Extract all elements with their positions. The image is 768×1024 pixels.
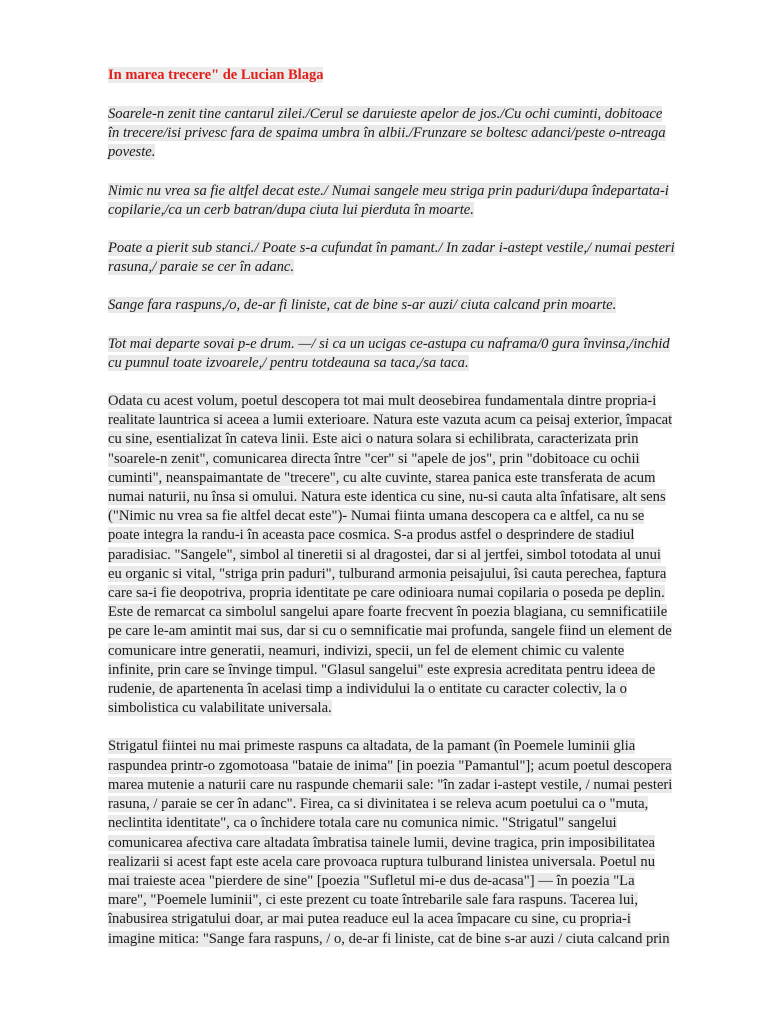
- commentary-paragraph-line-text: neclintita identitate", ca o închidere totala care nu comunica nimic. "Strigatul" sangelui: [108, 815, 617, 832]
- commentary-paragraph-line: [108, 430, 714, 449]
- commentary-paragraph-line-text: mai traieste acea "pierdere de sine" [poezia "Sufletul mi-e dus de-acasa"] — în poezia "La: [108, 872, 635, 889]
- commentary-paragraph-line: [108, 584, 714, 603]
- commentary-paragraph-line-text: cuminti", neanspaimantate de "trecere", cu alte cuvinte, starea panica este transferata de acum: [108, 469, 656, 486]
- poem-stanza-line-text: poveste.: [108, 144, 156, 161]
- commentary-paragraph: [108, 737, 714, 948]
- commentary-paragraph-line-text: mare", "Poemele luminii", ci este prezent cu toate întrebarile sale fara raspuns. Tacerea lui,: [108, 892, 638, 909]
- commentary-paragraph-line: [108, 930, 714, 949]
- poem-stanza-line-text: Poate a pierit sub stanci./ Poate s-a cufundat în pamant./ In zadar i-astept vestile,/ numai pesteri: [108, 240, 675, 257]
- commentary-paragraph-line: [108, 795, 714, 814]
- commentary-paragraph-line-text: cu sine, esentializat în cateva linii. Este aici o natura solara si echilibrata, caracterizata prin: [108, 431, 639, 448]
- poem-stanza-line-text: Tot mai departe sovai p-e drum. —/ si ca un ucigas ce-astupa cu naframa/0 gura învinsa,/inchid: [108, 335, 670, 352]
- commentary-paragraph-line: [108, 853, 714, 872]
- commentary-paragraph-line: [108, 392, 714, 411]
- commentary-paragraph-line-text: numai naturii, nu însa si omului. Natura este identica cu sine, nu-si cauta alta înfatisare, alt sens: [108, 489, 666, 506]
- poem-stanza-line: [108, 335, 714, 354]
- document-page: [108, 66, 714, 968]
- poem-stanza-line-text: copilarie,/ca un cerb batran/dupa ciuta lui pierduta în moarte.: [108, 201, 474, 218]
- commentary-paragraph-line: [108, 642, 714, 661]
- commentary-paragraph-line-text: "soarele-n zenit", comunicarea directa între "cer" si "apele de jos", prin "dobitoace cu ochii: [108, 450, 640, 467]
- poem-stanza-line: [108, 354, 714, 373]
- document-title-text: In marea trecere" de Lucian Blaga: [108, 67, 324, 83]
- commentary-paragraph-line: [108, 469, 714, 488]
- commentary-paragraph-line: [108, 565, 714, 584]
- commentary-paragraph-line: [108, 699, 714, 718]
- commentary-paragraph-line: [108, 546, 714, 565]
- commentary-paragraph-line-text: infinite, prin care se învinge timpul. "Glasul sangelui" este expresia acreditata pentru ideea de: [108, 661, 656, 678]
- commentary-paragraph-line-text: imagine mitica: "Sange fara raspuns, / o, de-ar fi liniste, cat de bine s-ar auzi / ciuta calcand prin: [108, 930, 670, 947]
- commentary-paragraph-line: [108, 737, 714, 756]
- commentary-paragraph-line-text: rudenie, de apartenenta în acelasi timp a individului la o entitate cu caracter colectiv, la o: [108, 681, 627, 698]
- poem-stanza-line: [108, 296, 714, 315]
- commentary-paragraph-line: [108, 450, 714, 469]
- commentary-paragraph-line-text: paradisiac. "Sangele", simbol al tineretii si al dragostei, dar si al jertfei, simbol totodata al unui: [108, 546, 661, 563]
- poem-stanzas: [108, 105, 714, 373]
- commentary-paragraph-line-text: marea mutenie a naturii care nu raspunde chemarii sale: "în zadar i-astept vestile, / numai pesteri: [108, 776, 673, 793]
- poem-stanza: [108, 296, 714, 315]
- poem-stanza-line-text: în trecere/isi privesc fara de spaima umbra în albii./Frunzare se boltesc adanci/peste o-ntreaga: [108, 125, 666, 142]
- poem-stanza-line-text: Sange fara raspuns,/o, de-ar fi liniste, cat de bine s-ar auzi/ ciuta calcand prin moarte.: [108, 297, 617, 314]
- commentary-paragraph-line: [108, 872, 714, 891]
- poem-stanza-line: [108, 124, 714, 143]
- commentary-paragraph-line-text: care sa-i fie deopotriva, propria identitate pe care odinioara numai copilaria o poseda pe deplin.: [108, 585, 665, 602]
- poem-stanza: [108, 335, 714, 373]
- commentary-paragraph-line-text: raspundea printr-o zgomotoasa "bataie de inima" [in poezia "Pamantul"]; acum poetul descopera: [108, 757, 672, 774]
- commentary-paragraph-line-text: pe care le-am amintit mai sus, dar si cu o semnificatie mai profunda, sangele fiind un element de: [108, 623, 672, 640]
- commentary-paragraph-line: [108, 603, 714, 622]
- commentary-paragraph-line-text: realitate launtrica si aceea a lumii exterioare. Natura este vazuta acum ca peisaj exterior, împacat: [108, 412, 673, 429]
- commentary-paragraph-line-text: poate integra la randu-i în aceasta pace cosmica. S-a produs astfel o desprindere de stadiul: [108, 527, 635, 544]
- poem-stanza: [108, 105, 714, 163]
- commentary-paragraph-line-text: eu organic si vital, "striga prin paduri", tulburand armonia peisajului, îsi cauta perechea, faptura: [108, 565, 667, 582]
- poem-stanza-line: [108, 143, 714, 162]
- commentary-paragraph-line-text: simbolistica cu valabilitate universala.: [108, 700, 332, 717]
- poem-stanza-line-text: cu pumnul toate izvoarele,/ pentru totdeauna sa taca,/sa taca.: [108, 354, 469, 371]
- poem-stanza-line: [108, 201, 714, 220]
- commentary-paragraph-line: [108, 507, 714, 526]
- commentary-paragraph-line-text: rasuna, / paraie se cer în adanc". Firea, ca si divinitatea i se releva acum poetului ca o "muta,: [108, 796, 649, 813]
- commentary-paragraph-line: [108, 622, 714, 641]
- poem-stanza-line: [108, 239, 714, 258]
- commentary-paragraph-line: [108, 661, 714, 680]
- commentary-paragraph-line: [108, 910, 714, 929]
- commentary-paragraph-line-text: comunicare intre generatii, neamuri, indivizi, specii, un fel de element chimic cu valente: [108, 642, 625, 659]
- poem-stanza-line-text: rasuna,/ paraie se cer în adanc.: [108, 259, 295, 276]
- commentary-paragraph-line-text: Este de remarcat ca simbolul sangelui apare foarte frecvent în poezia blagiana, cu semnificatiile: [108, 604, 668, 621]
- commentary-paragraph-line: [108, 834, 714, 853]
- commentary-paragraphs: [108, 392, 714, 949]
- commentary-paragraph-line: [108, 814, 714, 833]
- poem-stanza: [108, 182, 714, 220]
- commentary-paragraph-line: [108, 757, 714, 776]
- commentary-paragraph-line: [108, 411, 714, 430]
- poem-stanza-line: [108, 258, 714, 277]
- commentary-paragraph-line: [108, 488, 714, 507]
- commentary-paragraph-line: [108, 891, 714, 910]
- commentary-paragraph-line-text: ("Nimic nu vrea sa fie altfel decat este")- Numai fiinta umana descopera ca e altfel, ca nu se: [108, 508, 645, 525]
- commentary-paragraph-line-text: realizarii si acest fapt este acela care provoaca ruptura tulburand linistea universala. Poetul nu: [108, 853, 656, 870]
- poem-stanza-line-text: Nimic nu vrea sa fie altfel decat este./ Numai sangele meu striga prin paduri/dupa îndepartata-i: [108, 182, 669, 199]
- commentary-paragraph-line-text: Odata cu acest volum, poetul descopera tot mai mult deosebirea fundamentala dintre propria-i: [108, 393, 657, 410]
- commentary-paragraph-line: [108, 776, 714, 795]
- poem-stanza-line: [108, 105, 714, 124]
- commentary-paragraph-line: [108, 680, 714, 699]
- poem-stanza: [108, 239, 714, 277]
- document-title: [108, 66, 714, 85]
- commentary-paragraph-line-text: comunicarea afectiva care altadata îmbratisa tainele lumii, devine tragica, prin imposibilitatea: [108, 834, 656, 851]
- commentary-paragraph-line: [108, 526, 714, 545]
- commentary-paragraph-line-text: Strigatul fiintei nu mai primeste raspuns ca altadata, de la pamant (în Poemele luminii glia: [108, 738, 636, 755]
- commentary-paragraph: [108, 392, 714, 718]
- commentary-paragraph-line-text: înabusirea strigatului doar, ar mai putea readuce eul la acea împacare cu sine, cu propria-i: [108, 911, 631, 928]
- poem-stanza-line: [108, 182, 714, 201]
- poem-stanza-line-text: Soarele-n zenit tine cantarul zilei./Cerul se daruieste apelor de jos./Cu ochi cuminti, dobitoace: [108, 106, 663, 122]
